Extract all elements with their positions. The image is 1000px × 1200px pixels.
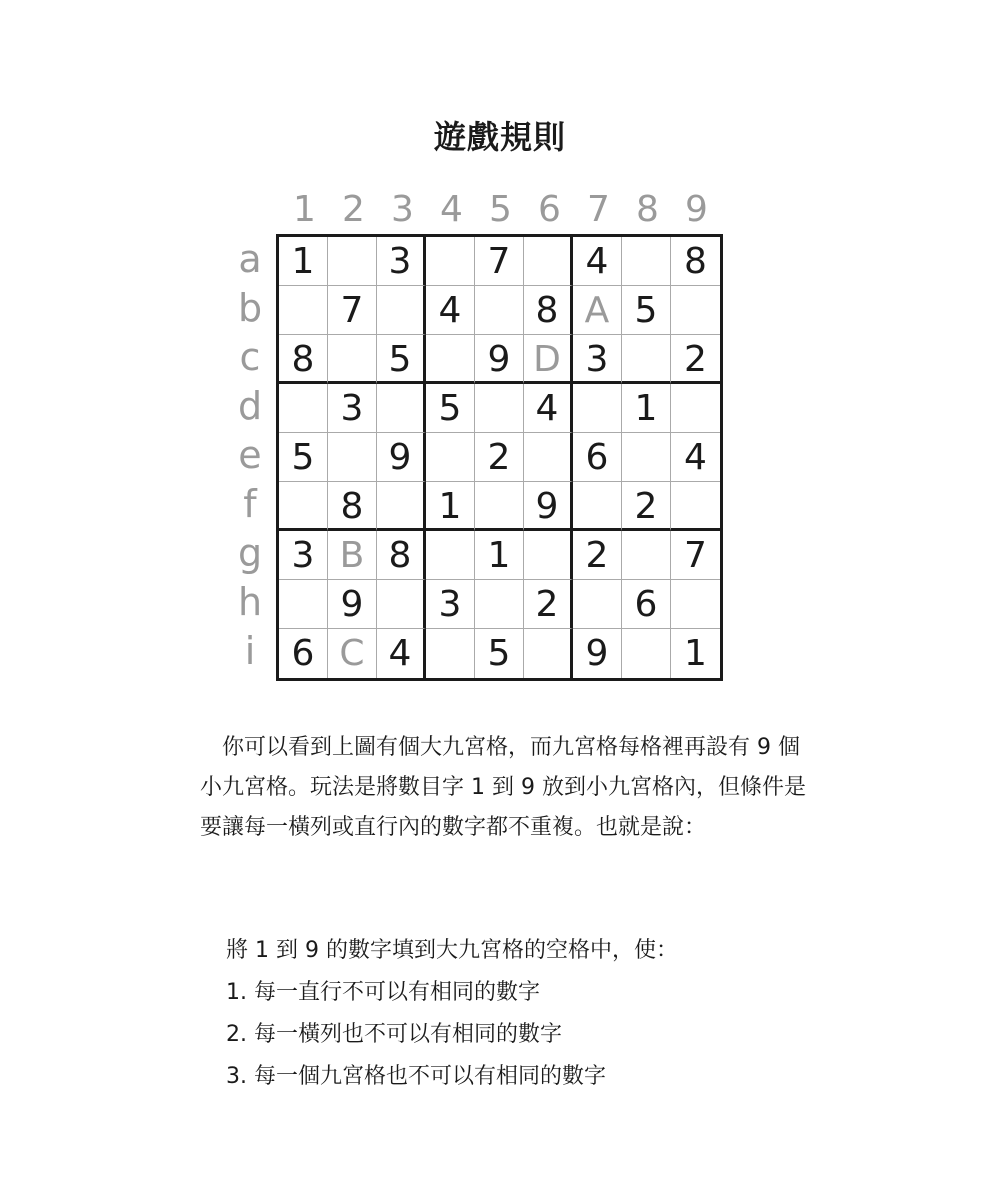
sudoku-cell: 5 (426, 384, 475, 433)
sudoku-cell: 4 (524, 384, 573, 433)
sudoku-cell: 9 (328, 580, 377, 629)
sudoku-cell: 3 (279, 531, 328, 580)
sudoku-cell (328, 335, 377, 384)
intro-paragraph (200, 728, 810, 848)
sudoku-cell (426, 335, 475, 384)
sudoku-cell (426, 433, 475, 482)
rule-item: 2. 每一橫列也不可以有相同的數字 (226, 1022, 562, 1047)
sudoku-cell: 1 (279, 237, 328, 286)
sudoku-cell (475, 384, 524, 433)
column-label: 9 (685, 189, 708, 230)
column-label: 3 (391, 189, 414, 230)
sudoku-cell (475, 580, 524, 629)
row-label: e (238, 433, 262, 477)
sudoku-cell: A (573, 286, 622, 335)
column-label: 5 (489, 189, 512, 230)
sudoku-cell (377, 482, 426, 531)
row-label: g (237, 531, 263, 575)
row-label: c (239, 335, 261, 379)
sudoku-cell: 8 (377, 531, 426, 580)
sudoku-cell (328, 237, 377, 286)
row-label: a (238, 237, 262, 281)
sudoku-cell (622, 629, 671, 678)
sudoku-cell: 5 (622, 286, 671, 335)
sudoku-cell: 4 (377, 629, 426, 678)
column-label: 6 (538, 189, 561, 230)
sudoku-board (276, 234, 723, 681)
sudoku-cell: 2 (671, 335, 720, 384)
column-label: 1 (293, 189, 316, 230)
sudoku-cell: 5 (377, 335, 426, 384)
row-label: f (243, 482, 257, 526)
sudoku-cell (279, 580, 328, 629)
sudoku-cell: 1 (622, 384, 671, 433)
sudoku-cell: 8 (524, 286, 573, 335)
sudoku-cell (622, 237, 671, 286)
sudoku-cell (279, 482, 328, 531)
sudoku-cell (671, 482, 720, 531)
page-title: 遊戲規則 (433, 118, 566, 156)
sudoku-cell (622, 335, 671, 384)
sudoku-cell (377, 286, 426, 335)
rule-item: 1. 每一直行不可以有相同的數字 (226, 980, 540, 1005)
sudoku-cell: 5 (475, 629, 524, 678)
sudoku-cell: 1 (684, 633, 707, 674)
sudoku-cell (573, 482, 622, 531)
column-labels (280, 186, 721, 234)
sudoku-cell (377, 384, 426, 433)
sudoku-cell: B (328, 531, 377, 580)
sudoku-cell (426, 629, 475, 678)
sudoku-cell: 7 (328, 286, 377, 335)
sudoku-cell: 1 (426, 482, 475, 531)
sudoku-cell (671, 580, 720, 629)
row-label: h (237, 580, 263, 624)
sudoku-cell: 4 (573, 237, 622, 286)
instructions-lead: 將 1 到 9 的數字填到大九宮格的空格中，使： (226, 938, 678, 963)
rule-item: 3. 每一個九宮格也不可以有相同的數字 (226, 1064, 606, 1089)
sudoku-cell: 2 (622, 482, 671, 531)
sudoku-cell: 9 (475, 335, 524, 384)
intro-text: 你可以看到上圖有個大九宮格，而九宮格每格裡再設有 9 個小九宮格。玩法是將數目字 1 到 9 放到小九宮格內，但條件是要讓每一橫列或直行內的數字都不重複。也就是說： (200, 735, 806, 840)
sudoku-cell (622, 433, 671, 482)
column-label: 2 (342, 189, 365, 230)
instructions (226, 930, 826, 1098)
sudoku-cell: 6 (279, 629, 328, 678)
sudoku-cell: 2 (573, 531, 622, 580)
row-label: b (237, 286, 263, 330)
sudoku-cell: C (328, 629, 377, 678)
sudoku-cell (573, 384, 622, 433)
sudoku-cell: 6 (573, 433, 622, 482)
row-label: d (237, 384, 263, 428)
sudoku-cell (377, 580, 426, 629)
sudoku-cell: 3 (573, 335, 622, 384)
column-label: 7 (587, 189, 610, 230)
sudoku-cell: 9 (377, 433, 426, 482)
sudoku-cell: 8 (671, 237, 720, 286)
sudoku-cell: 3 (426, 580, 475, 629)
sudoku-cell (426, 531, 475, 580)
sudoku-cell (524, 531, 573, 580)
sudoku-cell: 2 (524, 580, 573, 629)
sudoku-cell (671, 286, 720, 335)
sudoku-cell (524, 629, 573, 678)
sudoku-cell: 7 (671, 531, 720, 580)
column-label: 8 (636, 189, 659, 230)
sudoku-cell (524, 433, 573, 482)
sudoku-cell: 1 (475, 531, 524, 580)
sudoku-cell (475, 482, 524, 531)
sudoku-cell (279, 384, 328, 433)
sudoku-cell: 9 (524, 482, 573, 531)
row-labels (226, 236, 274, 677)
sudoku-cell (671, 384, 720, 433)
sudoku-cell (622, 531, 671, 580)
sudoku-cell: 4 (671, 433, 720, 482)
sudoku-cell: 3 (328, 384, 377, 433)
sudoku-cell: 3 (377, 237, 426, 286)
sudoku-cell: D (524, 335, 573, 384)
sudoku-cell: 9 (573, 629, 622, 678)
sudoku-cell: 7 (475, 237, 524, 286)
row-label: i (244, 629, 256, 673)
sudoku-cell (328, 433, 377, 482)
sudoku-cell (573, 580, 622, 629)
sudoku-cell: 4 (426, 286, 475, 335)
sudoku-cell: 5 (279, 433, 328, 482)
sudoku-cell: 6 (622, 580, 671, 629)
sudoku-cell (426, 237, 475, 286)
column-label: 4 (440, 189, 463, 230)
sudoku-cell (475, 286, 524, 335)
sudoku-cell: 8 (328, 482, 377, 531)
sudoku-cell: 8 (279, 335, 328, 384)
sudoku-cell (279, 286, 328, 335)
sudoku-cell (524, 237, 573, 286)
sudoku-cell: 2 (475, 433, 524, 482)
